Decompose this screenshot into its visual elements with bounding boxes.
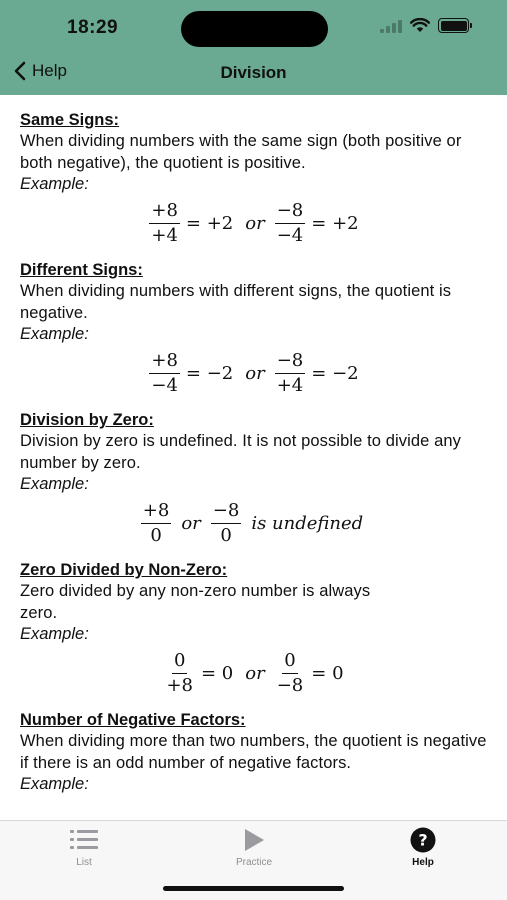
battery-icon: [438, 18, 469, 33]
section-same-signs: [20, 110, 490, 251]
back-button-label: Help: [32, 61, 67, 80]
fraction: $\frac{0}{-8}$: [276, 649, 304, 696]
tab-practice-label: Practice: [235, 857, 273, 868]
chevron-left-icon: [14, 61, 26, 81]
fraction: $\frac{+8}{+4}$: [151, 199, 178, 246]
fraction: $\frac{-8}{0}$: [212, 499, 240, 546]
svg-text:?: ?: [418, 830, 428, 850]
section-text: Division by zero is undefined. It is not possible to divide any number by zero.: [20, 432, 462, 472]
question-circle-icon: [410, 827, 436, 853]
section-heading: Different Signs:: [20, 261, 143, 279]
tab-list-label: List: [76, 857, 92, 868]
section-heading: Same Signs:: [20, 111, 120, 129]
tab-help-label: Help: [412, 857, 434, 868]
math-conjunction: or: [245, 362, 265, 384]
math-result: = +2: [185, 212, 234, 234]
fraction: $\frac{-8}{-4}$: [276, 199, 304, 246]
math-example: [20, 495, 490, 551]
section-heading: Zero Divided by Non-Zero:: [20, 561, 228, 579]
back-button[interactable]: [14, 61, 67, 81]
fraction: $\frac{0}{+8}$: [166, 649, 193, 696]
math-example: [20, 345, 490, 401]
math-result: = −2: [311, 362, 359, 384]
header-bar: [0, 0, 507, 95]
section-text: When dividing numbers with the same sign (both positive or both negative), the quotient is positive.: [20, 132, 462, 172]
section-text: When dividing more than two numbers, the quotient is negative if there is an odd number of negative factors.: [20, 732, 487, 772]
math-example: [20, 645, 490, 701]
example-label: Example:: [20, 625, 89, 643]
fraction: $\frac{+8}{-4}$: [151, 349, 178, 396]
math-conjunction: or: [181, 512, 201, 534]
wifi-icon: [410, 18, 430, 33]
fraction: $\frac{-8}{+4}$: [276, 349, 304, 396]
section-different-signs: [20, 260, 490, 401]
section-zero-divided: [20, 560, 490, 701]
math-result: = −2: [185, 362, 234, 384]
math-conjunction: or: [245, 212, 265, 234]
home-indicator: [163, 886, 344, 891]
math-undefined-text: is undefined: [251, 512, 364, 534]
help-content[interactable]: [20, 100, 490, 818]
tab-practice[interactable]: [204, 827, 304, 868]
math-result: = 0: [311, 662, 344, 684]
section-text: When dividing numbers with different signs, the quotient is negative.: [20, 282, 452, 322]
math-conjunction: or: [245, 662, 265, 684]
example-label: Example:: [20, 775, 89, 793]
math-example: [20, 195, 490, 251]
tab-help[interactable]: [373, 827, 473, 868]
tab-list[interactable]: [34, 827, 134, 868]
cellular-signal-icon: [380, 19, 402, 33]
status-icons: [380, 18, 469, 33]
section-text: Zero divided by any non-zero number is always zero.: [20, 582, 371, 622]
section-heading: Division by Zero:: [20, 411, 154, 429]
section-heading: Number of Negative Factors:: [20, 711, 246, 729]
math-result: = 0: [201, 662, 234, 684]
page-title: Division: [220, 63, 287, 82]
list-icon: [70, 829, 98, 851]
section-division-by-zero: [20, 410, 490, 551]
example-label: Example:: [20, 475, 89, 493]
play-icon: [243, 828, 265, 852]
example-label: Example:: [20, 175, 89, 193]
fraction: $\frac{+8}{0}$: [142, 499, 170, 546]
example-label: Example:: [20, 325, 89, 343]
math-result: = +2: [311, 212, 359, 234]
status-time: 18:29: [67, 17, 119, 38]
section-negative-factors: [20, 710, 490, 795]
dynamic-island: [181, 11, 328, 47]
